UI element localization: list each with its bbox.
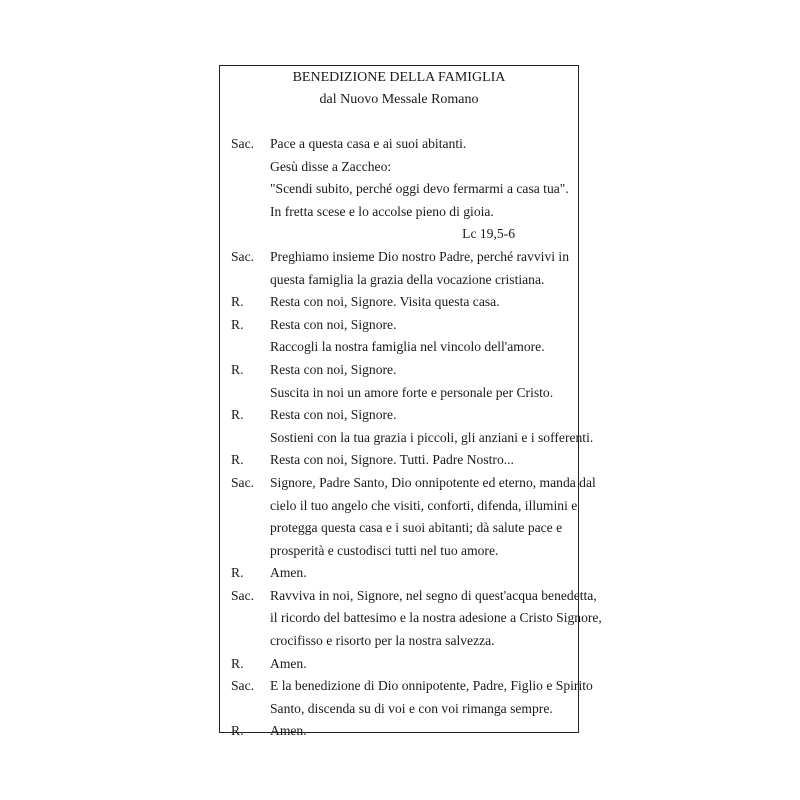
speaker-label: R. [231, 565, 244, 581]
prayer-line [220, 630, 578, 653]
line-text: Resta con noi, Signore. Tutti. Padre Nostro... [270, 452, 514, 468]
speaker-label: Sac. [231, 474, 255, 490]
line-text: Resta con noi, Signore. Visita questa casa. [270, 294, 500, 310]
line-text: Signore, Padre Santo, Dio onnipotente ed eterno, manda dal [270, 474, 596, 490]
prayer-line [220, 359, 578, 382]
speaker-label: R. [231, 452, 244, 468]
prayer-lines [220, 133, 602, 743]
prayer-line [220, 675, 593, 698]
prayer-line [220, 720, 578, 743]
prayer-line [220, 314, 578, 337]
speaker-label: R. [231, 407, 244, 423]
line-text: il ricordo del battesimo e la nostra adesione a Cristo Signore, [270, 610, 602, 626]
line-text: Resta con noi, Signore. [270, 407, 397, 423]
line-text: protegga questa casa e i suoi abitanti; dà salute pace e [270, 520, 563, 536]
prayer-line [220, 269, 578, 292]
prayer-card [219, 65, 602, 739]
prayer-line [220, 178, 578, 201]
prayer-line [220, 246, 578, 269]
line-text: Raccogli la nostra famiglia nel vincolo dell'amore. [270, 339, 545, 355]
line-text: Sostieni con la tua grazia i piccoli, gli anziani e i sofferenti. [270, 429, 594, 445]
prayer-line [220, 517, 578, 540]
line-text: E la benedizione di Dio onnipotente, Padre, Figlio e Spirito [270, 678, 593, 694]
prayer-line [220, 201, 578, 224]
line-text: Pace a questa casa e ai suoi abitanti. [270, 136, 467, 151]
document-title: BENEDIZIONE DELLA FAMIGLIA [292, 70, 506, 85]
prayer-line [220, 472, 596, 495]
line-text: Amen. [270, 723, 307, 739]
speaker-label: R. [231, 361, 244, 377]
prayer-line [220, 291, 578, 314]
line-text: Amen. [270, 565, 307, 581]
prayer-line [220, 156, 578, 179]
prayer-line [220, 607, 602, 630]
line-text: Ravviva in noi, Signore, nel segno di quest'acqua benedetta, [270, 587, 597, 603]
line-text: Preghiamo insieme Dio nostro Padre, perché ravvivi in [270, 248, 569, 264]
prayer-line [220, 223, 578, 246]
scripture-reference: Lc 19,5-6 [462, 226, 515, 242]
speaker-label: R. [231, 723, 244, 739]
line-text: cielo il tuo angelo che visiti, conforti, difenda, illumini e [270, 497, 578, 513]
prayer-line [220, 653, 578, 676]
prayer-line [220, 133, 578, 156]
line-text: In fretta scese e lo accolse pieno di gioia. [270, 203, 494, 219]
line-text: questa famiglia la grazia della vocazione cristiana. [270, 271, 545, 287]
speaker-label: R. [231, 655, 244, 671]
prayer-line [220, 698, 578, 721]
prayer-line [220, 449, 578, 472]
speaker-label: Sac. [231, 587, 255, 603]
speaker-label: R. [231, 316, 244, 332]
prayer-line [220, 427, 594, 450]
document-subtitle: dal Nuovo Messale Romano [319, 92, 479, 107]
line-text: Suscita in noi un amore forte e personale per Cristo. [270, 384, 554, 400]
line-text: prosperità e custodisci tutti nel tuo amore. [270, 542, 499, 558]
line-text: Santo, discenda su di voi e con voi rimanga sempre. [270, 700, 553, 716]
line-text: "Scendi subito, perché oggi devo fermarmi a casa tua". [270, 181, 569, 197]
prayer-line [220, 562, 578, 585]
prayer-line [220, 495, 578, 518]
speaker-label: Sac. [231, 136, 255, 151]
line-text: Amen. [270, 655, 307, 671]
speaker-label: Sac. [231, 248, 255, 264]
line-text: Resta con noi, Signore. [270, 316, 397, 332]
line-text: crocifisso e risorto per la nostra salvezza. [270, 633, 495, 649]
speaker-label: R. [231, 294, 244, 310]
prayer-line [220, 585, 597, 608]
speaker-label: Sac. [231, 678, 255, 694]
prayer-line [220, 382, 578, 405]
prayer-line [220, 404, 578, 427]
line-text: Resta con noi, Signore. [270, 361, 397, 377]
prayer-line [220, 540, 578, 563]
prayer-line [220, 336, 578, 359]
line-text: Gesù disse a Zaccheo: [270, 158, 392, 174]
